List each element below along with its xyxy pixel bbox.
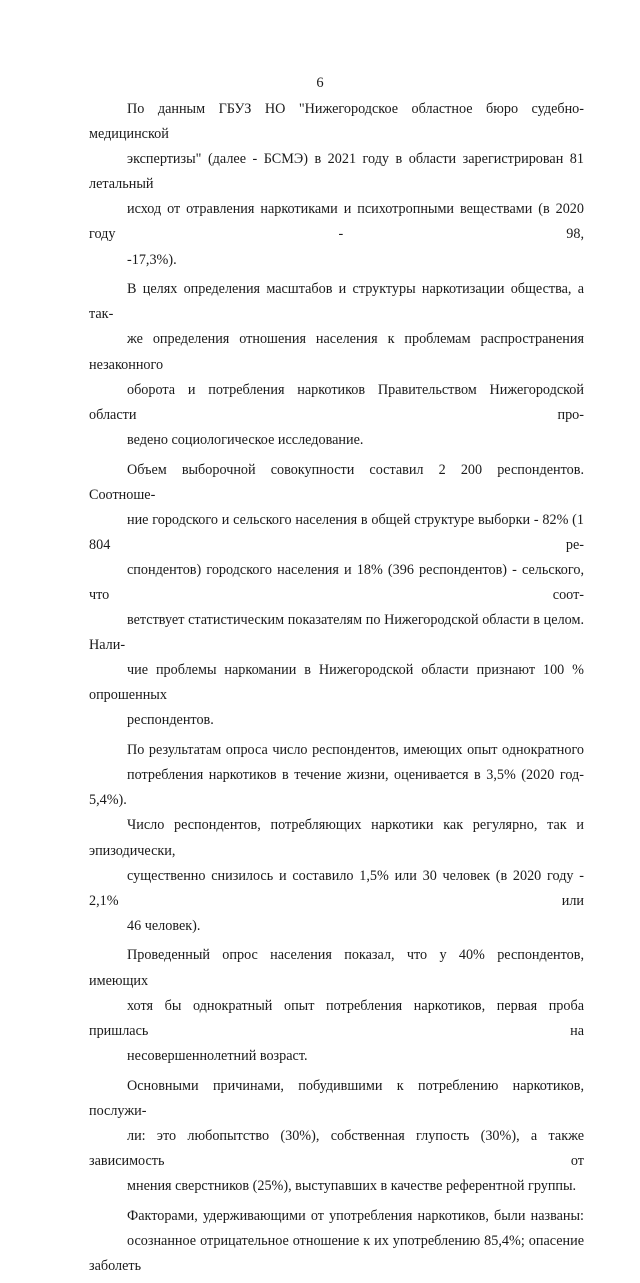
paragraph-bsme-statistics bbox=[89, 97, 584, 273]
paragraph-main-reasons bbox=[89, 1074, 584, 1199]
text-line: По результатам опроса число респондентов, имеющих опыт однократного bbox=[127, 742, 584, 759]
paragraph-first-trial-age bbox=[89, 943, 584, 1068]
paragraph-sample-size bbox=[89, 458, 584, 734]
text-line: ведено социологическое исследование. bbox=[127, 431, 364, 448]
text-line: осознанное отрицательное отношение к их употреблению 85,4%; опасение заболеть bbox=[89, 1232, 584, 1274]
text-line: Основными причинами, побудившими к потреблению наркотиков, послужи- bbox=[89, 1077, 584, 1119]
text-line: хотя бы однократный опыт потребления наркотиков, первая проба пришлась на bbox=[89, 997, 584, 1039]
text-line: ли: это любопытство (30%), собственная глупость (30%), а также зависимость от bbox=[89, 1127, 584, 1169]
text-line: несовершеннолетний возраст. bbox=[127, 1047, 308, 1064]
paragraph-survey-results bbox=[89, 738, 584, 939]
text-line: чие проблемы наркомании в Нижегородской области признают 100 % опрошенных bbox=[89, 662, 584, 704]
text-line: оборота и потребления наркотиков Правительством Нижегородской области про- bbox=[89, 381, 584, 423]
text-line: Факторами, удерживающими от употребления наркотиков, были названы: bbox=[127, 1207, 584, 1224]
text-line: -17,3%). bbox=[127, 251, 177, 268]
text-line: потребления наркотиков в течение жизни, оценивается в 3,5% (2020 год- 5,4%). bbox=[89, 767, 584, 809]
text-line: ветствует статистическим показателям по Нижегородской области в целом. Нали- bbox=[89, 612, 584, 654]
text-line: мнения сверстников (25%), выступавших в качестве референтной группы. bbox=[127, 1177, 577, 1194]
paragraph-sociological-study bbox=[89, 277, 584, 453]
page-number: 6 bbox=[316, 75, 324, 91]
document-body bbox=[89, 97, 584, 1283]
text-line: В целях определения масштабов и структуры наркотизации общества, а так- bbox=[89, 281, 584, 323]
text-line: ние городского и сельского населения в общей структуре выборки - 82% (1 804 ре- bbox=[89, 511, 584, 553]
text-line: По данным ГБУЗ НО "Нижегородское областное бюро судебно-медицинской bbox=[89, 101, 584, 143]
text-line: Проведенный опрос населения показал, что у 40% респондентов, имеющих bbox=[89, 947, 584, 989]
text-line: спондентов) городского населения и 18% (396 респондентов) - сельского, что соот- bbox=[89, 561, 584, 603]
text-line: существенно снизилось и составило 1,5% или 30 человек (в 2020 году - 2,1% или bbox=[89, 867, 584, 909]
text-line: 46 человек). bbox=[127, 917, 201, 934]
text-line: респондентов. bbox=[127, 712, 214, 729]
text-line: экспертизы" (далее - БСМЭ) в 2021 году в области зарегистрирован 81 летальный bbox=[89, 151, 584, 193]
text-line: Число респондентов, потребляющих наркотики как регулярно, так и эпизодически, bbox=[89, 817, 584, 859]
text-line: Объем выборочной совокупности составил 2 200 респондентов. Соотноше- bbox=[89, 461, 584, 503]
text-line: же определения отношения населения к проблемам распространения незаконного bbox=[89, 331, 584, 373]
paragraph-deterrent-factors bbox=[89, 1204, 584, 1279]
text-line: исход от отравления наркотиками и психотропными веществами (в 2020 году - 98, bbox=[89, 201, 584, 243]
